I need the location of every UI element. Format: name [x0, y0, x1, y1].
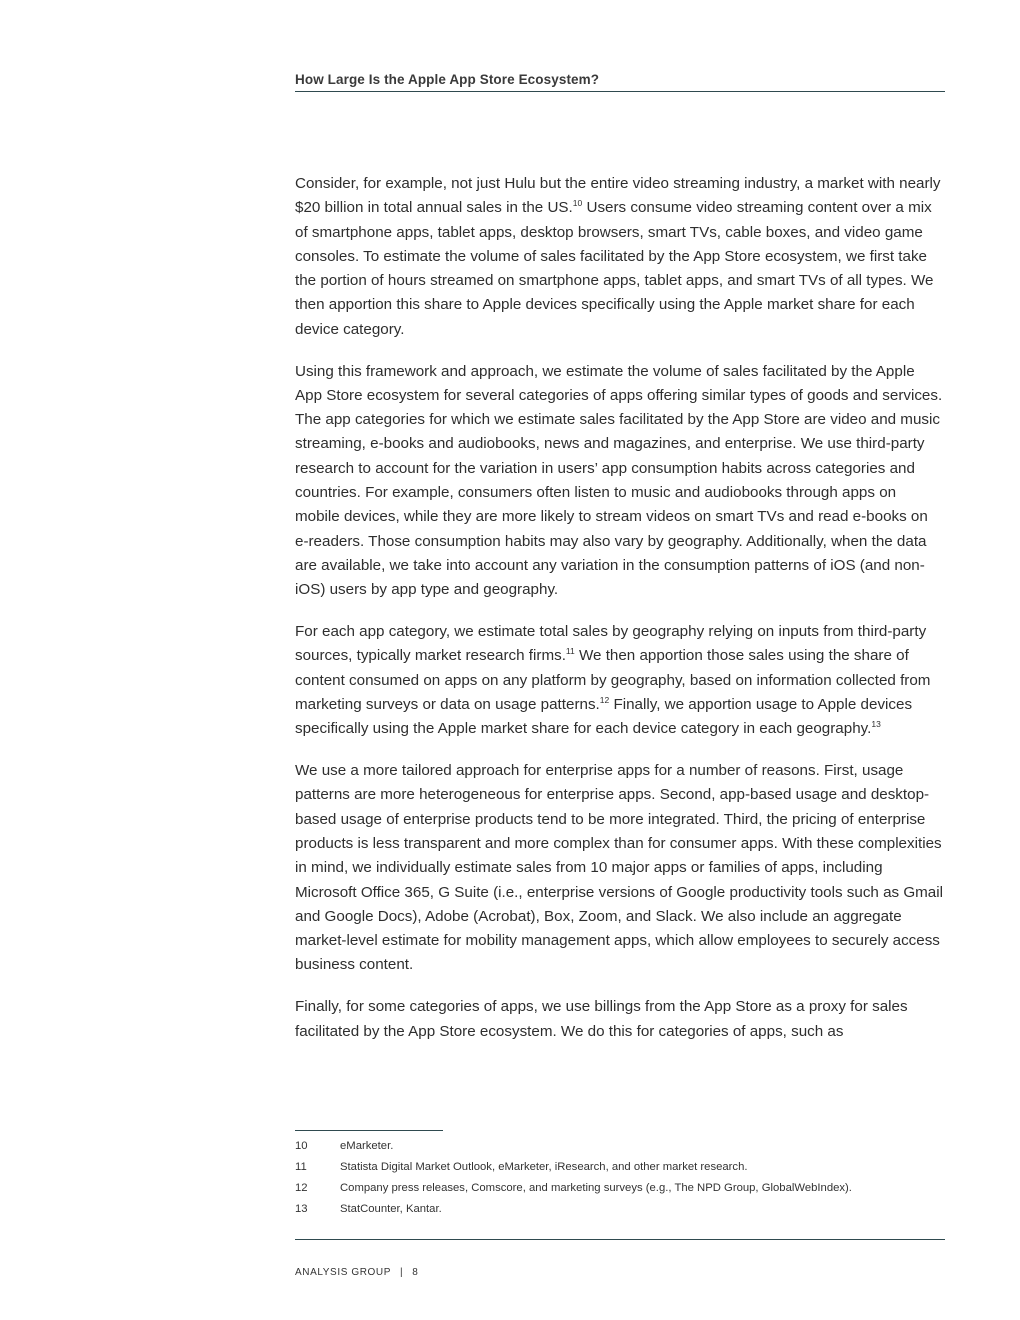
footer-brand: ANALYSIS GROUP	[295, 1267, 392, 1278]
footnote-ref-10: 10	[572, 198, 583, 209]
paragraph-text: For each app category, we estimate total sales by geography relying on inputs from third-party sources, typically market research firms.	[295, 623, 927, 665]
footer-divider	[295, 1239, 945, 1240]
footnote-text: Company press releases, Comscore, and marketing surveys (e.g., The NPD Group, GlobalWebIndex).	[340, 1182, 852, 1194]
paragraph-text: Consider, for example, not just Hulu but the entire video streaming industry, a market with nearly $20 billion in total annual sales in the US.	[295, 175, 941, 217]
page-number: 8	[412, 1267, 419, 1278]
paragraph-text: Finally, for some categories of apps, we use billings from the App Store as a proxy for sales facilitated by the App Store ecosystem. We do this for categories of apps, such as	[295, 998, 908, 1040]
body-text	[295, 172, 945, 1061]
paragraph-5	[295, 995, 945, 1044]
footnote-13	[295, 1199, 945, 1220]
footnote-number: 12	[295, 1182, 308, 1194]
paragraph-text: Using this framework and approach, we estimate the volume of sales facilitated by the Apple App Store ecosystem for several categories of apps offering similar types of goods and services. The app categories for which we estimate sales facilitated by the App Store are video and music streaming, e-books and audiobooks, news and magazines, and enterprise. We use third-party research to account for the variation in users’ app consumption habits across categories and countries. For example, consumers often listen to music and audiobooks through apps on mobile devices, while they are more likely to stream videos on smart TVs and read e-books on e-readers. Those consumption habits may also vary by geography. Additionally, when the data are available, we take into account any variation in the consumption patterns of iOS (and non-iOS) users by app type and geography.	[295, 362, 943, 599]
footnote-ref-11: 11	[565, 646, 575, 657]
footer-separator: |	[400, 1267, 404, 1278]
footnote-divider	[295, 1130, 443, 1131]
page-title: How Large Is the Apple App Store Ecosystem?	[295, 72, 600, 87]
paragraph-2	[295, 360, 945, 603]
page-footer	[295, 1267, 418, 1278]
footnote-text: Statista Digital Market Outlook, eMarketer, iResearch, and other market research.	[340, 1161, 748, 1173]
footnote-ref-12: 12	[599, 694, 610, 705]
paragraph-1	[295, 172, 945, 342]
footnote-text: StatCounter, Kantar.	[340, 1203, 442, 1215]
paragraph-text: Finally, we apportion usage to Apple devices specifically using the Apple market share for each device category in each geography.	[295, 695, 913, 738]
footnote-number: 13	[295, 1203, 308, 1215]
paragraph-text: Users consume video streaming content over a mix of smartphone apps, tablet apps, desktop browsers, smart TVs, cable boxes, and video game consoles. To estimate the volume of sales facilitated by the App Store ecosystem, we first take the portion of hours streamed on smartphone apps, tablet apps, and smart TVs of all types. We then apportion this share to Apple devices specifically using the Apple market share for each device category.	[295, 199, 934, 338]
footnote-number: 11	[295, 1161, 307, 1173]
footnote-10	[295, 1136, 945, 1157]
paragraph-text: We then apportion those sales using the share of content consumed on apps on any platform by geography, based on information collected from marketing surveys or data on usage patterns.	[295, 647, 931, 713]
page-header	[295, 72, 945, 92]
footnotes	[295, 1136, 945, 1220]
paragraph-3	[295, 620, 945, 741]
footnote-number: 10	[295, 1140, 308, 1152]
footnote-ref-13: 13	[871, 719, 881, 730]
paragraph-text: We use a more tailored approach for enterprise apps for a number of reasons. First, usage patterns are more heterogeneous for enterprise apps. Second, app-based usage and desktop-based usage of enterprise products tend to be more integrated. Third, the pricing of enterprise products is less transparent and more complex than for consumer apps. With these complexities in mind, we individually estimate sales from 10 major apps or families of apps, including Microsoft Office 365, G Suite (i.e., enterprise versions of Google productivity tools such as Gmail and Google Docs), Adobe (Acrobat), Box, Zoom, and Slack. We also include an aggregate market-level estimate for mobility management apps, which allow employees to securely access business content.	[295, 762, 943, 974]
paragraph-4	[295, 759, 945, 978]
footnote-12	[295, 1178, 945, 1199]
footnote-11	[295, 1157, 945, 1178]
footnote-text: eMarketer.	[340, 1140, 394, 1152]
